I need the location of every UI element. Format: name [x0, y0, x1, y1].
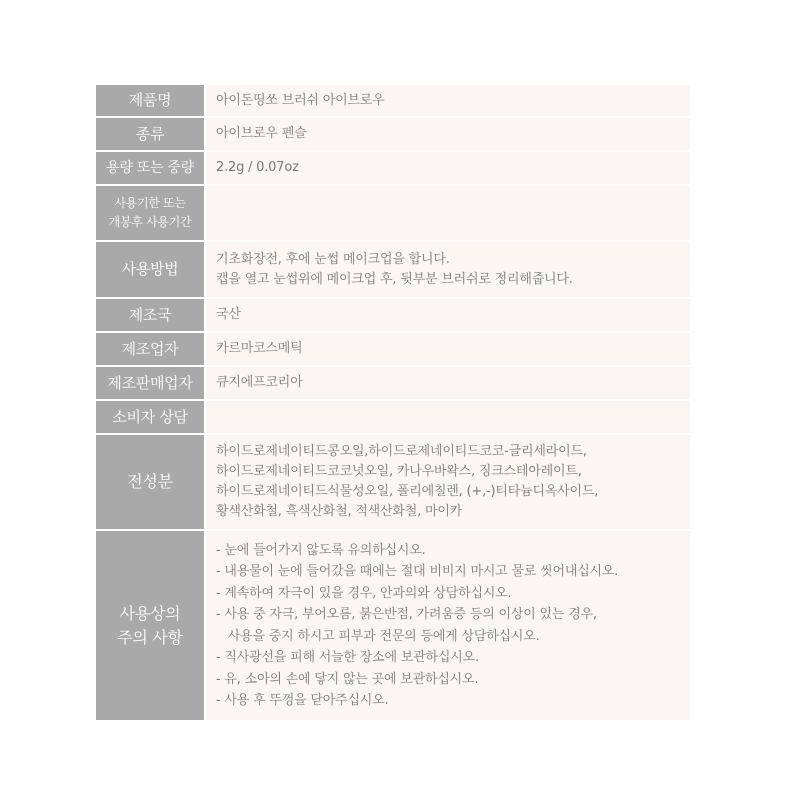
- row-cautions: [96, 531, 690, 720]
- value-line: 하이드로제네이티드식물성오일, 폴리에칠렌, (+,-)티타늄디옥사이드,: [216, 484, 599, 499]
- product-info-table: [96, 85, 690, 720]
- row-label: 제품명: [96, 85, 204, 116]
- row-label: 제조판매업자: [96, 367, 204, 399]
- value-line: - 눈에 들어가지 않도록 유의하십시오.: [216, 542, 426, 558]
- row-value: [206, 186, 690, 240]
- row-value: [206, 299, 690, 331]
- row-label: 전성분: [96, 435, 204, 529]
- row-value: [206, 531, 690, 720]
- value-line: - 유, 소아의 손에 닿지 않는 곳에 보관하십시오.: [216, 671, 479, 687]
- row-expiry: [96, 186, 690, 242]
- row-value: [206, 367, 690, 399]
- value-line: 하이드로제네이티드콩오일,하이드로제네이티드코코-글리세라이드,: [216, 444, 587, 459]
- value-line: - 내용물이 눈에 들어갔을 때에는 절대 비비지 마시고 물로 씻어내십시오.: [216, 564, 619, 579]
- row-label: 제조업자: [96, 333, 204, 365]
- value-line: 사용을 중지 하시고 피부과 전문의 등에게 상담하십시오.: [216, 628, 540, 644]
- row-label: 제조국: [96, 299, 204, 331]
- value-line: - 계속하여 자극이 있을 경우, 안과의와 상담하십시오.: [216, 585, 512, 601]
- row-seller: [96, 367, 690, 401]
- row-value: [206, 333, 690, 365]
- value-line: - 직사광선을 피해 서늘한 장소에 보관하십시오.: [216, 650, 479, 665]
- row-value: [206, 435, 690, 529]
- value-line: 아이브로우 펜슬: [216, 126, 307, 141]
- row-value: [206, 118, 690, 150]
- value-line: - 사용 중 자극, 부어오름, 붉은반점, 가려움증 등의 이상이 있는 경우,: [216, 607, 597, 622]
- row-ingredients: [96, 435, 690, 531]
- row-value: [206, 401, 690, 433]
- value-line: 하이드로제네이티드코코넛오일, 카나우바왁스, 징크스테아레이트,: [216, 464, 582, 479]
- row-label: 사용상의 주의 사항: [96, 531, 204, 720]
- row-label: 사용기한 또는 개봉후 사용기간: [96, 186, 204, 240]
- value-line: 캡을 열고 눈썹위에 메이크업 후, 뒷부분 브러쉬로 정리해줍니다.: [216, 271, 573, 287]
- row-type: [96, 118, 690, 152]
- row-country: [96, 299, 690, 333]
- value-line: 2.2g / 0.07oz: [216, 160, 299, 175]
- row-value: [206, 85, 690, 116]
- row-value: [206, 242, 690, 297]
- row-usage: [96, 242, 690, 299]
- value-line: 황색산화철, 흑색산화철, 적색산화철, 마이카: [216, 504, 463, 519]
- row-product-name: [96, 85, 690, 118]
- row-consumer-contact: [96, 401, 690, 435]
- row-label: 종류: [96, 118, 204, 150]
- value-line: 기초화장전, 후에 눈썹 메이크업을 합니다.: [216, 251, 450, 267]
- row-label: 사용방법: [96, 242, 204, 297]
- row-manufacturer: [96, 333, 690, 367]
- row-value: [206, 152, 690, 184]
- value-line: 국산: [216, 307, 241, 322]
- value-line: 아이돈띵쏘 브러쉬 아이브로우: [216, 92, 385, 108]
- row-label: 소비자 상담: [96, 401, 204, 433]
- row-label: 용량 또는 중량: [96, 152, 204, 184]
- row-capacity: [96, 152, 690, 186]
- value-line: 카르마코스메틱: [216, 341, 303, 356]
- value-line: 큐지에프코리아: [216, 375, 303, 390]
- value-line: - 사용 후 뚜껑을 닫아주십시오.: [216, 693, 389, 708]
